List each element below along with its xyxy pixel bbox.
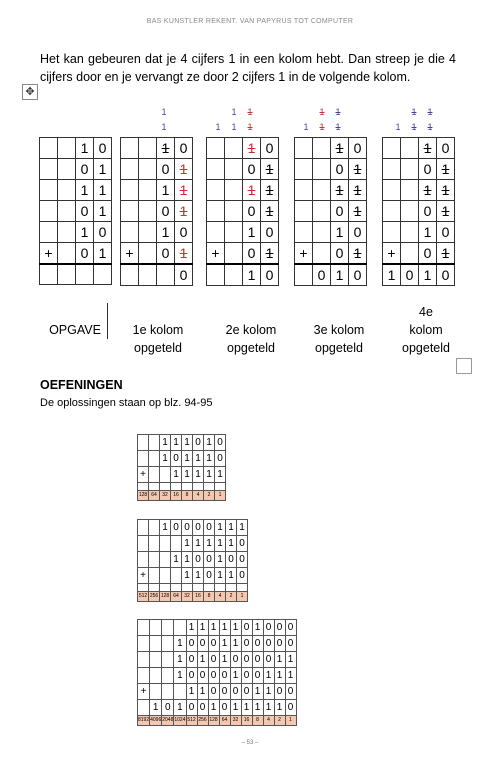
exercise-cell: 0 [252,636,263,652]
label-opgave: OPGAVE [49,323,101,337]
exercise-cell [149,451,160,467]
exercise-cell: 0 [237,568,248,584]
powers-row [138,716,297,726]
exercise-grid-1 [137,434,226,501]
exercise-cell: 1 [263,700,274,716]
exercise-cell: 1 [171,467,182,483]
exercise-cell: 0 [171,520,182,536]
exercise-row [138,435,226,451]
exercise-cell: 1 [204,467,215,483]
exercise-row [138,636,297,652]
exercise-cell: 1 [208,700,219,716]
exercise-cell: 1 [285,652,296,668]
exercise-cell: 1 [230,620,241,636]
exercise-cell [193,584,204,592]
exercise-cell: 1 [204,451,215,467]
exercise-cell: 0 [186,636,197,652]
exercise-cell [138,636,150,652]
carry-digit: 1 [427,107,433,117]
exercise-cell: 1 [186,620,197,636]
addition-grid-kolom-1: 1 0 0 1 1 1 0 1 1 0 + 0 1 0 [120,137,193,286]
exercise-cell [171,568,182,584]
exercise-cell: 0 [241,668,252,684]
exercises-subtitle: De oplossingen staan op blz. 94-95 [40,397,213,409]
exercise-cell: 0 [219,684,230,700]
label-kolom-4-line3: opgeteld [402,341,450,355]
exercise-cell: 1 [252,700,263,716]
exercise-cell: 1 [230,700,241,716]
move-handle-icon[interactable]: ✥ [22,84,38,100]
exercise-cell [149,520,160,536]
exercise-cell [138,451,149,467]
exercise-cell: 0 [241,684,252,700]
resize-handle-icon[interactable] [456,358,472,374]
exercise-cell [150,652,162,668]
exercise-cell: 0 [162,700,174,716]
exercise-cell: 1 [219,652,230,668]
exercise-row [138,652,297,668]
exercise-cell [162,684,174,700]
exercise-cell: 1 [226,536,237,552]
exercise-cell: 1 [182,451,193,467]
exercise-cell [160,467,171,483]
exercise-cell [162,636,174,652]
exercise-cell [182,584,193,592]
exercise-cell: 1 [174,652,186,668]
power-cell: 32 [160,491,171,501]
exercise-cell: 1 [237,520,248,536]
exercise-cell: 0 [230,684,241,700]
power-cell: 2 [274,716,285,726]
exercise-cell [138,652,150,668]
carry-digit: 1 [303,122,309,132]
power-cell: 32 [182,592,193,602]
exercise-cell: 0 [285,700,296,716]
exercise-cell: 1 [171,552,182,568]
exercise-cell: 0 [263,620,274,636]
exercise-cell: 1 [219,620,230,636]
exercise-cell: 0 [241,636,252,652]
exercise-cell: + [138,684,150,700]
power-cell: 4 [215,592,226,602]
exercise-cell: 0 [197,636,208,652]
power-cell: 16 [193,592,204,602]
exercise-cell: 1 [215,467,226,483]
exercise-cell [237,584,248,592]
exercise-cell: 1 [193,451,204,467]
exercise-cell: 0 [274,684,285,700]
power-cell: 256 [149,592,160,602]
exercise-grid-2 [137,519,248,602]
exercise-cell [150,668,162,684]
exercise-cell: 1 [219,636,230,652]
exercise-cell: 1 [160,520,171,536]
exercise-row [138,520,248,536]
exercise-cell [149,483,160,491]
exercise-cell: 0 [226,552,237,568]
carry-digit: 1 [161,107,167,117]
exercise-cell: 1 [252,620,263,636]
exercise-cell: 0 [186,700,197,716]
exercise-cell: 1 [215,568,226,584]
exercise-cell: 0 [186,652,197,668]
exercise-cell [162,620,174,636]
carry-digit: 1 [319,122,325,132]
label-kolom-3-line2: opgeteld [315,341,363,355]
power-cell: 64 [149,491,160,501]
exercise-cell [160,483,171,491]
exercise-cell: 1 [197,684,208,700]
exercise-cell [138,552,149,568]
exercise-cell: 0 [204,568,215,584]
exercise-cell: 1 [226,520,237,536]
power-cell: 8 [182,491,193,501]
exercise-cell: 1 [160,435,171,451]
exercise-cell: 1 [274,652,285,668]
powers-row [138,491,226,501]
exercise-cell: 1 [174,700,186,716]
label-kolom-4-line1: 4e [419,305,433,319]
exercise-cell: 1 [182,435,193,451]
exercise-grid-3 [137,619,297,726]
exercise-cell: 1 [204,435,215,451]
exercise-cell: 1 [226,568,237,584]
exercise-cell: 0 [285,636,296,652]
exercise-cell: 0 [263,636,274,652]
exercise-cell [171,536,182,552]
exercise-cell: 1 [252,684,263,700]
exercise-row [138,536,248,552]
exercise-cell [149,536,160,552]
exercise-cell: 0 [274,636,285,652]
power-cell: 1024 [174,716,186,726]
exercise-cell [193,483,204,491]
exercise-cell [171,483,182,491]
exercise-cell: 1 [230,636,241,652]
power-cell: 4 [263,716,274,726]
label-kolom-4-line2: kolom [409,323,443,337]
exercise-cell: 1 [274,668,285,684]
exercise-cell [226,584,237,592]
carry-digit: 1 [247,122,253,132]
exercise-cell: 1 [174,668,186,684]
exercise-cell: 1 [193,467,204,483]
exercise-cell: 0 [204,520,215,536]
exercise-cell [138,483,149,491]
intro-paragraph: Het kan gebeuren dat je 4 cijfers 1 in een kolom hebt. Dan streep je die 4 cijfers door en je vervangt ze door 2 cijfers 1 in de volgende kolom. [40,52,456,84]
exercise-cell [162,652,174,668]
exercise-cell [174,684,186,700]
exercise-cell: 0 [186,668,197,684]
exercise-row [138,668,297,684]
exercise-cell [138,435,149,451]
addition-grid-kolom-4: 1 0 0 1 1 1 0 1 1 0 + 0 1 1 0 1 0 [382,137,455,286]
exercise-cell [138,700,150,716]
exercise-cell: 1 [274,700,285,716]
exercise-cell [149,568,160,584]
exercise-cell [149,435,160,451]
power-cell: 32 [230,716,241,726]
exercise-cell: 1 [215,520,226,536]
exercise-cell [150,620,162,636]
page-number: – 53 – [241,740,259,746]
label-kolom-1-line2: opgeteld [134,341,182,355]
exercise-cell: 0 [208,636,219,652]
exercise-cell [171,584,182,592]
exercise-cell: 1 [204,536,215,552]
exercise-row [138,467,226,483]
exercise-row [138,568,248,584]
power-cell: 2 [204,491,215,501]
exercise-cell: 1 [263,668,274,684]
exercise-cell: 0 [263,652,274,668]
exercise-cell: + [138,568,149,584]
power-cell: 2 [226,592,237,602]
exercise-cell [149,467,160,483]
exercise-cell: 1 [285,668,296,684]
exercise-cell [204,483,215,491]
exercise-cell: 1 [193,536,204,552]
exercise-cell: 0 [204,552,215,568]
exercise-cell [215,584,226,592]
exercise-cell [138,668,150,684]
exercise-cell: 1 [230,668,241,684]
carry-digit: 1 [319,107,325,117]
exercise-row [138,700,297,716]
power-cell: 8192 [138,716,150,726]
exercise-cell [160,536,171,552]
exercise-cell: 1 [263,684,274,700]
addition-grid-kolom-2: 1 0 0 1 1 1 0 1 1 0 + 0 1 1 0 [206,137,279,286]
power-cell: 64 [219,716,230,726]
power-cell: 2048 [162,716,174,726]
carry-digit: 1 [231,122,237,132]
exercise-cell: 1 [160,451,171,467]
exercise-row [138,552,248,568]
exercise-cell: 0 [197,668,208,684]
exercise-cell: 1 [215,552,226,568]
power-cell: 256 [197,716,208,726]
exercise-cell [149,584,160,592]
exercise-cell: 1 [182,467,193,483]
exercise-cell: 1 [197,652,208,668]
exercise-cell: 0 [171,451,182,467]
exercise-cell: 1 [208,620,219,636]
exercise-cell: 1 [197,620,208,636]
exercise-cell: 1 [182,536,193,552]
exercise-cell [138,536,149,552]
exercise-row [138,483,226,491]
carry-digit: 1 [335,107,341,117]
label-kolom-3-line1: 3e kolom [313,323,365,337]
power-cell: 128 [138,491,149,501]
exercise-cell: 0 [285,684,296,700]
exercise-cell: 0 [215,435,226,451]
power-cell: 1 [285,716,296,726]
carry-digit: 1 [215,122,221,132]
exercise-cell [150,684,162,700]
exercise-cell: 0 [230,652,241,668]
exercise-cell: 0 [237,552,248,568]
label-kolom-2-line1: 2e kolom [225,323,277,337]
exercise-cell: 0 [193,435,204,451]
exercise-cell: 0 [208,668,219,684]
powers-row [138,592,248,602]
exercise-cell: 0 [215,451,226,467]
addition-grid-kolom-3: 1 0 0 1 1 1 0 1 1 0 + 0 1 0 1 0 [294,137,367,286]
carry-digit: 1 [411,122,417,132]
exercise-cell: 0 [237,536,248,552]
exercise-cell: 1 [171,435,182,451]
power-cell: 128 [208,716,219,726]
page-header: BAS KUNSTLER REKENT. VAN PAPYRUS TOT COMPUTER [146,18,354,25]
exercise-cell: 0 [241,652,252,668]
exercise-cell: 1 [193,568,204,584]
exercise-cell: 0 [252,668,263,684]
carry-digit: 1 [427,122,433,132]
exercise-cell [138,584,149,592]
exercise-cell: 1 [241,700,252,716]
exercise-cell: 1 [215,536,226,552]
exercise-cell [138,620,150,636]
exercise-cell [182,483,193,491]
carry-digit: 1 [411,107,417,117]
exercise-cell [162,668,174,684]
power-cell: 1 [215,491,226,501]
carry-digit: 1 [395,122,401,132]
power-cell: 512 [138,592,149,602]
exercise-cell: 0 [219,668,230,684]
power-cell: 8 [204,592,215,602]
power-cell: 512 [186,716,197,726]
power-cell: 16 [241,716,252,726]
exercise-cell: 0 [193,520,204,536]
exercise-cell [160,552,171,568]
exercise-cell: + [138,467,149,483]
exercise-cell: 0 [285,620,296,636]
label-kolom-1-line1: 1e kolom [132,323,184,337]
exercise-cell: 0 [219,700,230,716]
exercise-cell [138,520,149,536]
carry-digit: 1 [247,107,253,117]
exercise-cell: 0 [241,620,252,636]
exercise-cell [150,636,162,652]
exercise-cell [174,620,186,636]
exercise-row [138,620,297,636]
exercise-cell: 0 [193,552,204,568]
exercise-cell: 1 [174,636,186,652]
power-cell: 4096 [150,716,162,726]
exercise-cell: 0 [182,520,193,536]
label-kolom-2-line2: opgeteld [227,341,275,355]
exercise-cell: 0 [252,652,263,668]
power-cell: 128 [160,592,171,602]
exercise-cell: 1 [182,552,193,568]
exercise-cell: 1 [186,684,197,700]
power-cell: 64 [171,592,182,602]
exercise-cell [215,483,226,491]
power-cell: 4 [193,491,204,501]
exercise-row [138,451,226,467]
exercise-cell [149,552,160,568]
exercises-heading: OEFENINGEN [40,378,123,392]
exercise-cell: 1 [150,700,162,716]
exercise-row [138,584,248,592]
power-cell: 16 [171,491,182,501]
exercise-row [138,684,297,700]
exercise-cell: 0 [197,700,208,716]
exercise-cell: 0 [208,684,219,700]
carry-digit: 1 [231,107,237,117]
addition-grid-opgave: 1 0 0 1 1 1 0 1 1 0 + 0 1 [39,137,112,285]
power-cell: 8 [252,716,263,726]
exercise-cell [160,584,171,592]
carry-digit: 1 [335,122,341,132]
exercise-cell: 0 [208,652,219,668]
exercise-cell: 1 [182,568,193,584]
exercise-cell [160,568,171,584]
power-cell: 1 [237,592,248,602]
exercise-cell [204,584,215,592]
carry-digit: 1 [161,122,167,132]
exercise-cell: 0 [274,620,285,636]
